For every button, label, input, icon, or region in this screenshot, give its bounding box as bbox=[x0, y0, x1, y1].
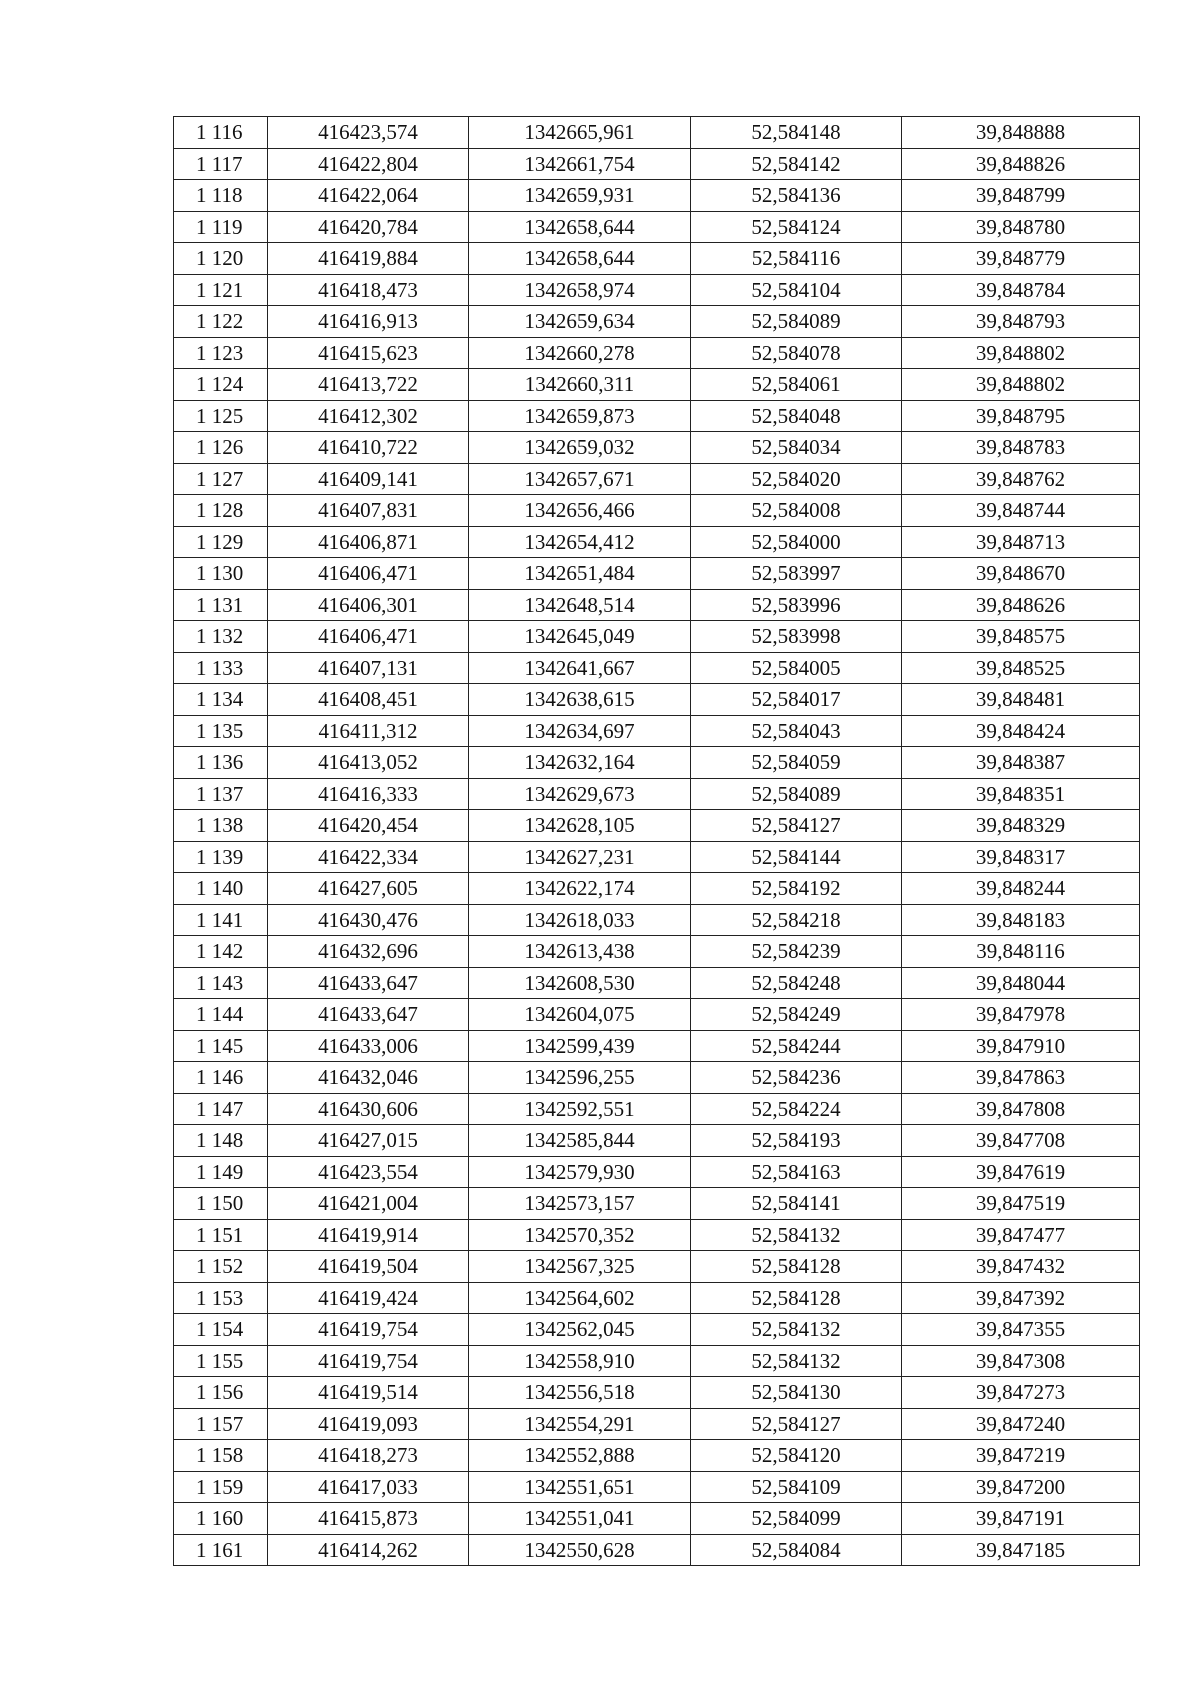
y-coordinate-cell: 1342573,157 bbox=[469, 1188, 691, 1220]
x-coordinate-cell: 416412,302 bbox=[268, 400, 469, 432]
point-number-cell: 1 127 bbox=[174, 463, 268, 495]
x-coordinate-cell: 416409,141 bbox=[268, 463, 469, 495]
x-coordinate-cell: 416423,554 bbox=[268, 1156, 469, 1188]
table-row bbox=[174, 148, 1140, 180]
latitude-cell: 52,584000 bbox=[691, 526, 902, 558]
latitude-cell: 52,584144 bbox=[691, 841, 902, 873]
longitude-cell: 39,847808 bbox=[902, 1093, 1140, 1125]
table-row bbox=[174, 432, 1140, 464]
table-row bbox=[174, 369, 1140, 401]
longitude-cell: 39,848783 bbox=[902, 432, 1140, 464]
x-coordinate-cell: 416406,301 bbox=[268, 589, 469, 621]
longitude-cell: 39,848793 bbox=[902, 306, 1140, 338]
point-number-cell: 1 134 bbox=[174, 684, 268, 716]
latitude-cell: 52,584084 bbox=[691, 1534, 902, 1566]
longitude-cell: 39,848575 bbox=[902, 621, 1140, 653]
table-row bbox=[174, 684, 1140, 716]
x-coordinate-cell: 416416,333 bbox=[268, 778, 469, 810]
latitude-cell: 52,584005 bbox=[691, 652, 902, 684]
latitude-cell: 52,583998 bbox=[691, 621, 902, 653]
latitude-cell: 52,584218 bbox=[691, 904, 902, 936]
latitude-cell: 52,584127 bbox=[691, 1408, 902, 1440]
x-coordinate-cell: 416419,093 bbox=[268, 1408, 469, 1440]
latitude-cell: 52,584109 bbox=[691, 1471, 902, 1503]
point-number-cell: 1 144 bbox=[174, 999, 268, 1031]
y-coordinate-cell: 1342599,439 bbox=[469, 1030, 691, 1062]
longitude-cell: 39,847308 bbox=[902, 1345, 1140, 1377]
y-coordinate-cell: 1342641,667 bbox=[469, 652, 691, 684]
table-row bbox=[174, 999, 1140, 1031]
x-coordinate-cell: 416420,784 bbox=[268, 211, 469, 243]
y-coordinate-cell: 1342658,974 bbox=[469, 274, 691, 306]
point-number-cell: 1 119 bbox=[174, 211, 268, 243]
x-coordinate-cell: 416415,623 bbox=[268, 337, 469, 369]
x-coordinate-cell: 416422,064 bbox=[268, 180, 469, 212]
point-number-cell: 1 146 bbox=[174, 1062, 268, 1094]
y-coordinate-cell: 1342654,412 bbox=[469, 526, 691, 558]
longitude-cell: 39,848795 bbox=[902, 400, 1140, 432]
y-coordinate-cell: 1342551,651 bbox=[469, 1471, 691, 1503]
y-coordinate-cell: 1342604,075 bbox=[469, 999, 691, 1031]
y-coordinate-cell: 1342562,045 bbox=[469, 1314, 691, 1346]
y-coordinate-cell: 1342627,231 bbox=[469, 841, 691, 873]
x-coordinate-cell: 416414,262 bbox=[268, 1534, 469, 1566]
point-number-cell: 1 153 bbox=[174, 1282, 268, 1314]
longitude-cell: 39,848784 bbox=[902, 274, 1140, 306]
longitude-cell: 39,847392 bbox=[902, 1282, 1140, 1314]
longitude-cell: 39,847619 bbox=[902, 1156, 1140, 1188]
x-coordinate-cell: 416410,722 bbox=[268, 432, 469, 464]
y-coordinate-cell: 1342618,033 bbox=[469, 904, 691, 936]
point-number-cell: 1 142 bbox=[174, 936, 268, 968]
latitude-cell: 52,584061 bbox=[691, 369, 902, 401]
point-number-cell: 1 120 bbox=[174, 243, 268, 275]
point-number-cell: 1 121 bbox=[174, 274, 268, 306]
x-coordinate-cell: 416406,471 bbox=[268, 621, 469, 653]
point-number-cell: 1 117 bbox=[174, 148, 268, 180]
table-row bbox=[174, 558, 1140, 590]
latitude-cell: 52,584224 bbox=[691, 1093, 902, 1125]
longitude-cell: 39,848802 bbox=[902, 337, 1140, 369]
y-coordinate-cell: 1342585,844 bbox=[469, 1125, 691, 1157]
point-number-cell: 1 131 bbox=[174, 589, 268, 621]
table-row bbox=[174, 621, 1140, 653]
point-number-cell: 1 122 bbox=[174, 306, 268, 338]
x-coordinate-cell: 416427,015 bbox=[268, 1125, 469, 1157]
y-coordinate-cell: 1342660,311 bbox=[469, 369, 691, 401]
point-number-cell: 1 151 bbox=[174, 1219, 268, 1251]
table-row bbox=[174, 1093, 1140, 1125]
point-number-cell: 1 130 bbox=[174, 558, 268, 590]
latitude-cell: 52,584192 bbox=[691, 873, 902, 905]
point-number-cell: 1 133 bbox=[174, 652, 268, 684]
table-row bbox=[174, 715, 1140, 747]
table-row bbox=[174, 1314, 1140, 1346]
y-coordinate-cell: 1342648,514 bbox=[469, 589, 691, 621]
x-coordinate-cell: 416419,424 bbox=[268, 1282, 469, 1314]
table-row bbox=[174, 873, 1140, 905]
y-coordinate-cell: 1342660,278 bbox=[469, 337, 691, 369]
latitude-cell: 52,584059 bbox=[691, 747, 902, 779]
table-row bbox=[174, 1156, 1140, 1188]
point-number-cell: 1 137 bbox=[174, 778, 268, 810]
x-coordinate-cell: 416413,722 bbox=[268, 369, 469, 401]
latitude-cell: 52,584128 bbox=[691, 1282, 902, 1314]
longitude-cell: 39,848387 bbox=[902, 747, 1140, 779]
y-coordinate-cell: 1342632,164 bbox=[469, 747, 691, 779]
x-coordinate-cell: 416418,473 bbox=[268, 274, 469, 306]
table-row bbox=[174, 274, 1140, 306]
point-number-cell: 1 160 bbox=[174, 1503, 268, 1535]
table-row bbox=[174, 1030, 1140, 1062]
x-coordinate-cell: 416418,273 bbox=[268, 1440, 469, 1472]
latitude-cell: 52,584248 bbox=[691, 967, 902, 999]
x-coordinate-cell: 416422,804 bbox=[268, 148, 469, 180]
point-number-cell: 1 159 bbox=[174, 1471, 268, 1503]
longitude-cell: 39,847863 bbox=[902, 1062, 1140, 1094]
point-number-cell: 1 128 bbox=[174, 495, 268, 527]
point-number-cell: 1 145 bbox=[174, 1030, 268, 1062]
x-coordinate-cell: 416433,647 bbox=[268, 967, 469, 999]
table-row bbox=[174, 1408, 1140, 1440]
latitude-cell: 52,584078 bbox=[691, 337, 902, 369]
latitude-cell: 52,584239 bbox=[691, 936, 902, 968]
table-row bbox=[174, 211, 1140, 243]
longitude-cell: 39,848183 bbox=[902, 904, 1140, 936]
latitude-cell: 52,584141 bbox=[691, 1188, 902, 1220]
longitude-cell: 39,847910 bbox=[902, 1030, 1140, 1062]
x-coordinate-cell: 416419,504 bbox=[268, 1251, 469, 1283]
x-coordinate-cell: 416407,131 bbox=[268, 652, 469, 684]
coordinates-table-body bbox=[174, 117, 1140, 1566]
latitude-cell: 52,584236 bbox=[691, 1062, 902, 1094]
latitude-cell: 52,584034 bbox=[691, 432, 902, 464]
longitude-cell: 39,848329 bbox=[902, 810, 1140, 842]
table-row bbox=[174, 1251, 1140, 1283]
y-coordinate-cell: 1342645,049 bbox=[469, 621, 691, 653]
latitude-cell: 52,584249 bbox=[691, 999, 902, 1031]
point-number-cell: 1 132 bbox=[174, 621, 268, 653]
y-coordinate-cell: 1342608,530 bbox=[469, 967, 691, 999]
longitude-cell: 39,847432 bbox=[902, 1251, 1140, 1283]
point-number-cell: 1 138 bbox=[174, 810, 268, 842]
point-number-cell: 1 155 bbox=[174, 1345, 268, 1377]
y-coordinate-cell: 1342659,634 bbox=[469, 306, 691, 338]
y-coordinate-cell: 1342657,671 bbox=[469, 463, 691, 495]
table-row bbox=[174, 652, 1140, 684]
table-row bbox=[174, 1471, 1140, 1503]
longitude-cell: 39,848799 bbox=[902, 180, 1140, 212]
longitude-cell: 39,847708 bbox=[902, 1125, 1140, 1157]
table-row bbox=[174, 306, 1140, 338]
x-coordinate-cell: 416427,605 bbox=[268, 873, 469, 905]
y-coordinate-cell: 1342551,041 bbox=[469, 1503, 691, 1535]
y-coordinate-cell: 1342596,255 bbox=[469, 1062, 691, 1094]
latitude-cell: 52,583996 bbox=[691, 589, 902, 621]
y-coordinate-cell: 1342651,484 bbox=[469, 558, 691, 590]
x-coordinate-cell: 416432,696 bbox=[268, 936, 469, 968]
latitude-cell: 52,584244 bbox=[691, 1030, 902, 1062]
x-coordinate-cell: 416420,454 bbox=[268, 810, 469, 842]
longitude-cell: 39,848244 bbox=[902, 873, 1140, 905]
x-coordinate-cell: 416419,914 bbox=[268, 1219, 469, 1251]
point-number-cell: 1 143 bbox=[174, 967, 268, 999]
x-coordinate-cell: 416419,754 bbox=[268, 1314, 469, 1346]
longitude-cell: 39,847240 bbox=[902, 1408, 1140, 1440]
latitude-cell: 52,584128 bbox=[691, 1251, 902, 1283]
table-row bbox=[174, 904, 1140, 936]
latitude-cell: 52,584116 bbox=[691, 243, 902, 275]
x-coordinate-cell: 416415,873 bbox=[268, 1503, 469, 1535]
longitude-cell: 39,847185 bbox=[902, 1534, 1140, 1566]
longitude-cell: 39,848713 bbox=[902, 526, 1140, 558]
x-coordinate-cell: 416433,006 bbox=[268, 1030, 469, 1062]
longitude-cell: 39,848351 bbox=[902, 778, 1140, 810]
table-row bbox=[174, 1377, 1140, 1409]
latitude-cell: 52,584089 bbox=[691, 778, 902, 810]
table-row bbox=[174, 1219, 1140, 1251]
point-number-cell: 1 148 bbox=[174, 1125, 268, 1157]
longitude-cell: 39,847519 bbox=[902, 1188, 1140, 1220]
table-row bbox=[174, 1125, 1140, 1157]
latitude-cell: 52,584124 bbox=[691, 211, 902, 243]
x-coordinate-cell: 416419,884 bbox=[268, 243, 469, 275]
longitude-cell: 39,848525 bbox=[902, 652, 1140, 684]
y-coordinate-cell: 1342658,644 bbox=[469, 243, 691, 275]
latitude-cell: 52,584163 bbox=[691, 1156, 902, 1188]
table-row bbox=[174, 526, 1140, 558]
longitude-cell: 39,848424 bbox=[902, 715, 1140, 747]
x-coordinate-cell: 416432,046 bbox=[268, 1062, 469, 1094]
y-coordinate-cell: 1342567,325 bbox=[469, 1251, 691, 1283]
x-coordinate-cell: 416406,471 bbox=[268, 558, 469, 590]
y-coordinate-cell: 1342628,105 bbox=[469, 810, 691, 842]
y-coordinate-cell: 1342556,518 bbox=[469, 1377, 691, 1409]
latitude-cell: 52,584148 bbox=[691, 117, 902, 149]
point-number-cell: 1 149 bbox=[174, 1156, 268, 1188]
x-coordinate-cell: 416419,754 bbox=[268, 1345, 469, 1377]
x-coordinate-cell: 416419,514 bbox=[268, 1377, 469, 1409]
longitude-cell: 39,848626 bbox=[902, 589, 1140, 621]
latitude-cell: 52,584130 bbox=[691, 1377, 902, 1409]
latitude-cell: 52,584043 bbox=[691, 715, 902, 747]
point-number-cell: 1 140 bbox=[174, 873, 268, 905]
table-row bbox=[174, 747, 1140, 779]
y-coordinate-cell: 1342558,910 bbox=[469, 1345, 691, 1377]
x-coordinate-cell: 416413,052 bbox=[268, 747, 469, 779]
longitude-cell: 39,847477 bbox=[902, 1219, 1140, 1251]
latitude-cell: 52,584127 bbox=[691, 810, 902, 842]
table-row bbox=[174, 463, 1140, 495]
x-coordinate-cell: 416430,476 bbox=[268, 904, 469, 936]
table-row bbox=[174, 400, 1140, 432]
longitude-cell: 39,848481 bbox=[902, 684, 1140, 716]
longitude-cell: 39,847200 bbox=[902, 1471, 1140, 1503]
table-row bbox=[174, 1503, 1140, 1535]
longitude-cell: 39,848044 bbox=[902, 967, 1140, 999]
table-row bbox=[174, 1282, 1140, 1314]
longitude-cell: 39,848826 bbox=[902, 148, 1140, 180]
latitude-cell: 52,584048 bbox=[691, 400, 902, 432]
point-number-cell: 1 157 bbox=[174, 1408, 268, 1440]
point-number-cell: 1 150 bbox=[174, 1188, 268, 1220]
latitude-cell: 52,584136 bbox=[691, 180, 902, 212]
y-coordinate-cell: 1342579,930 bbox=[469, 1156, 691, 1188]
y-coordinate-cell: 1342658,644 bbox=[469, 211, 691, 243]
latitude-cell: 52,584099 bbox=[691, 1503, 902, 1535]
point-number-cell: 1 152 bbox=[174, 1251, 268, 1283]
x-coordinate-cell: 416421,004 bbox=[268, 1188, 469, 1220]
longitude-cell: 39,847191 bbox=[902, 1503, 1140, 1535]
x-coordinate-cell: 416407,831 bbox=[268, 495, 469, 527]
longitude-cell: 39,848888 bbox=[902, 117, 1140, 149]
y-coordinate-cell: 1342638,615 bbox=[469, 684, 691, 716]
longitude-cell: 39,847219 bbox=[902, 1440, 1140, 1472]
table-row bbox=[174, 1534, 1140, 1566]
point-number-cell: 1 136 bbox=[174, 747, 268, 779]
table-row bbox=[174, 1345, 1140, 1377]
table-row bbox=[174, 180, 1140, 212]
latitude-cell: 52,584020 bbox=[691, 463, 902, 495]
longitude-cell: 39,848762 bbox=[902, 463, 1140, 495]
y-coordinate-cell: 1342656,466 bbox=[469, 495, 691, 527]
latitude-cell: 52,584132 bbox=[691, 1219, 902, 1251]
table-row bbox=[174, 1188, 1140, 1220]
longitude-cell: 39,848744 bbox=[902, 495, 1140, 527]
table-row bbox=[174, 841, 1140, 873]
y-coordinate-cell: 1342552,888 bbox=[469, 1440, 691, 1472]
x-coordinate-cell: 416430,606 bbox=[268, 1093, 469, 1125]
point-number-cell: 1 158 bbox=[174, 1440, 268, 1472]
y-coordinate-cell: 1342570,352 bbox=[469, 1219, 691, 1251]
latitude-cell: 52,584132 bbox=[691, 1314, 902, 1346]
x-coordinate-cell: 416411,312 bbox=[268, 715, 469, 747]
latitude-cell: 52,583997 bbox=[691, 558, 902, 590]
x-coordinate-cell: 416423,574 bbox=[268, 117, 469, 149]
y-coordinate-cell: 1342592,551 bbox=[469, 1093, 691, 1125]
point-number-cell: 1 141 bbox=[174, 904, 268, 936]
point-number-cell: 1 124 bbox=[174, 369, 268, 401]
y-coordinate-cell: 1342629,673 bbox=[469, 778, 691, 810]
point-number-cell: 1 118 bbox=[174, 180, 268, 212]
table-row bbox=[174, 967, 1140, 999]
table-row bbox=[174, 589, 1140, 621]
x-coordinate-cell: 416433,647 bbox=[268, 999, 469, 1031]
point-number-cell: 1 123 bbox=[174, 337, 268, 369]
point-number-cell: 1 139 bbox=[174, 841, 268, 873]
point-number-cell: 1 116 bbox=[174, 117, 268, 149]
y-coordinate-cell: 1342550,628 bbox=[469, 1534, 691, 1566]
longitude-cell: 39,847273 bbox=[902, 1377, 1140, 1409]
latitude-cell: 52,584017 bbox=[691, 684, 902, 716]
latitude-cell: 52,584132 bbox=[691, 1345, 902, 1377]
longitude-cell: 39,848780 bbox=[902, 211, 1140, 243]
latitude-cell: 52,584104 bbox=[691, 274, 902, 306]
longitude-cell: 39,848116 bbox=[902, 936, 1140, 968]
table-row bbox=[174, 1440, 1140, 1472]
table-row bbox=[174, 810, 1140, 842]
table-row bbox=[174, 117, 1140, 149]
latitude-cell: 52,584008 bbox=[691, 495, 902, 527]
point-number-cell: 1 129 bbox=[174, 526, 268, 558]
longitude-cell: 39,848670 bbox=[902, 558, 1140, 590]
coordinates-table bbox=[173, 116, 1140, 1566]
y-coordinate-cell: 1342554,291 bbox=[469, 1408, 691, 1440]
point-number-cell: 1 135 bbox=[174, 715, 268, 747]
table-row bbox=[174, 337, 1140, 369]
point-number-cell: 1 126 bbox=[174, 432, 268, 464]
x-coordinate-cell: 416408,451 bbox=[268, 684, 469, 716]
x-coordinate-cell: 416416,913 bbox=[268, 306, 469, 338]
x-coordinate-cell: 416417,033 bbox=[268, 1471, 469, 1503]
table-row bbox=[174, 936, 1140, 968]
y-coordinate-cell: 1342564,602 bbox=[469, 1282, 691, 1314]
point-number-cell: 1 161 bbox=[174, 1534, 268, 1566]
longitude-cell: 39,848317 bbox=[902, 841, 1140, 873]
y-coordinate-cell: 1342659,873 bbox=[469, 400, 691, 432]
latitude-cell: 52,584142 bbox=[691, 148, 902, 180]
x-coordinate-cell: 416422,334 bbox=[268, 841, 469, 873]
y-coordinate-cell: 1342634,697 bbox=[469, 715, 691, 747]
point-number-cell: 1 156 bbox=[174, 1377, 268, 1409]
y-coordinate-cell: 1342622,174 bbox=[469, 873, 691, 905]
longitude-cell: 39,848779 bbox=[902, 243, 1140, 275]
x-coordinate-cell: 416406,871 bbox=[268, 526, 469, 558]
y-coordinate-cell: 1342613,438 bbox=[469, 936, 691, 968]
y-coordinate-cell: 1342659,931 bbox=[469, 180, 691, 212]
latitude-cell: 52,584193 bbox=[691, 1125, 902, 1157]
table-row bbox=[174, 243, 1140, 275]
table-row bbox=[174, 1062, 1140, 1094]
latitude-cell: 52,584120 bbox=[691, 1440, 902, 1472]
point-number-cell: 1 154 bbox=[174, 1314, 268, 1346]
y-coordinate-cell: 1342661,754 bbox=[469, 148, 691, 180]
latitude-cell: 52,584089 bbox=[691, 306, 902, 338]
point-number-cell: 1 125 bbox=[174, 400, 268, 432]
point-number-cell: 1 147 bbox=[174, 1093, 268, 1125]
longitude-cell: 39,848802 bbox=[902, 369, 1140, 401]
table-row bbox=[174, 495, 1140, 527]
longitude-cell: 39,847355 bbox=[902, 1314, 1140, 1346]
y-coordinate-cell: 1342659,032 bbox=[469, 432, 691, 464]
y-coordinate-cell: 1342665,961 bbox=[469, 117, 691, 149]
table-row bbox=[174, 778, 1140, 810]
longitude-cell: 39,847978 bbox=[902, 999, 1140, 1031]
